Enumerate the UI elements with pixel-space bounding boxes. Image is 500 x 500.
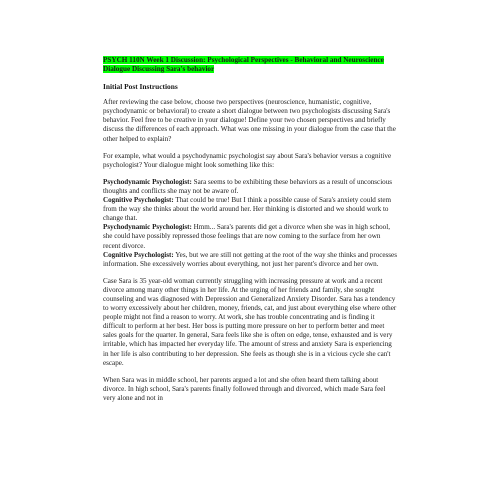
example-dialogue <box>103 178 397 269</box>
example-intro-paragraph: For example, what would a psychodynamic psychologist say about Sara's behavior versus a cognitive psychologist? Your dialogue might look something like this: <box>103 151 392 169</box>
case-paragraph-2: When Sara was in middle school, her parents argued a lot and she often heard them talking about divorce. In high school, Sara's parents finally followed through and divorced, which made Sara feel very alone and not in <box>103 375 386 402</box>
dialogue-text: Sara seems to be exhibiting these behaviors as a result of unconscious thoughts and conflicts she may not be aware of. <box>103 177 393 195</box>
dialogue-speaker: Cognitive Psychologist: <box>103 196 174 205</box>
document-title <box>103 56 397 73</box>
case-paragraph-1: Case Sara is 35 year-old woman currently struggling with increasing pressure at work and a recent divorce among many other things in her life. At the urging of her friends and family, she sought counseling and was diagnosed with Depression and Generalized Anxiety Disorder. Sara has a tendency to worry excessively about her children, money, friends, cat, and just about everything else where other people might not find a reason to worry. At work, she has trouble concentrating and is finding it difficult to perform at her best. Her boss is putting more pressure on her to perform better and meet sales goals for the quarter. In general, Sara feels like she is often on edge, tense, exhausted and is very irritable, which has impacted her everyday life. The amount of stress and anxiety Sara is experiencing in her life is also contributing to her depression. She feels as though she is in a vicious cycle she can't escape. <box>103 276 397 367</box>
dialogue-text: Yes, but we are still not getting at the root of the way she thinks and processes information. She excessively worries about everything, not just her parent's divorce and her own. <box>103 250 397 268</box>
dialogue-speaker: Cognitive Psychologist: <box>103 250 174 259</box>
dialogue-speaker: Psychodynamic Psychologist: <box>103 223 192 232</box>
highlighted-title-text: PSYCH 110N Week 1 Discussion: Psychological Perspectives - Behavioral and Neuroscience Dialogue Discussing Sara's behavior <box>103 56 384 73</box>
dialogue-line <box>103 178 397 196</box>
dialogue-text: That could be true! But I think a possible cause of Sara's anxiety could stem from the way she thinks about the world around her. Her thinking is distorted and we should work to change that. <box>103 196 392 223</box>
dialogue-line <box>103 196 397 223</box>
dialogue-text: Hmm... Sara's parents did get a divorce when she was in high school, she could have possibly repressed those feelings that are now coming to the surface from her own recent divorce. <box>103 223 390 250</box>
dialogue-line <box>103 223 397 250</box>
instructions-paragraph: After reviewing the case below, choose two perspectives (neuroscience, humanistic, cognitive, psychodynamic or behavioral) to create a short dialogue between two psychologists discussing Sara's behavior. Feel free to be creative in your dialogue! Define your two chosen perspectives and briefly discuss the differences of each approach. What was one missing in your dialogue from the case that the other helped to explain? <box>103 98 396 143</box>
dialogue-line <box>103 251 397 269</box>
dialogue-speaker: Psychodynamic Psychologist: <box>103 177 192 186</box>
section-heading: Initial Post Instructions <box>103 82 178 92</box>
